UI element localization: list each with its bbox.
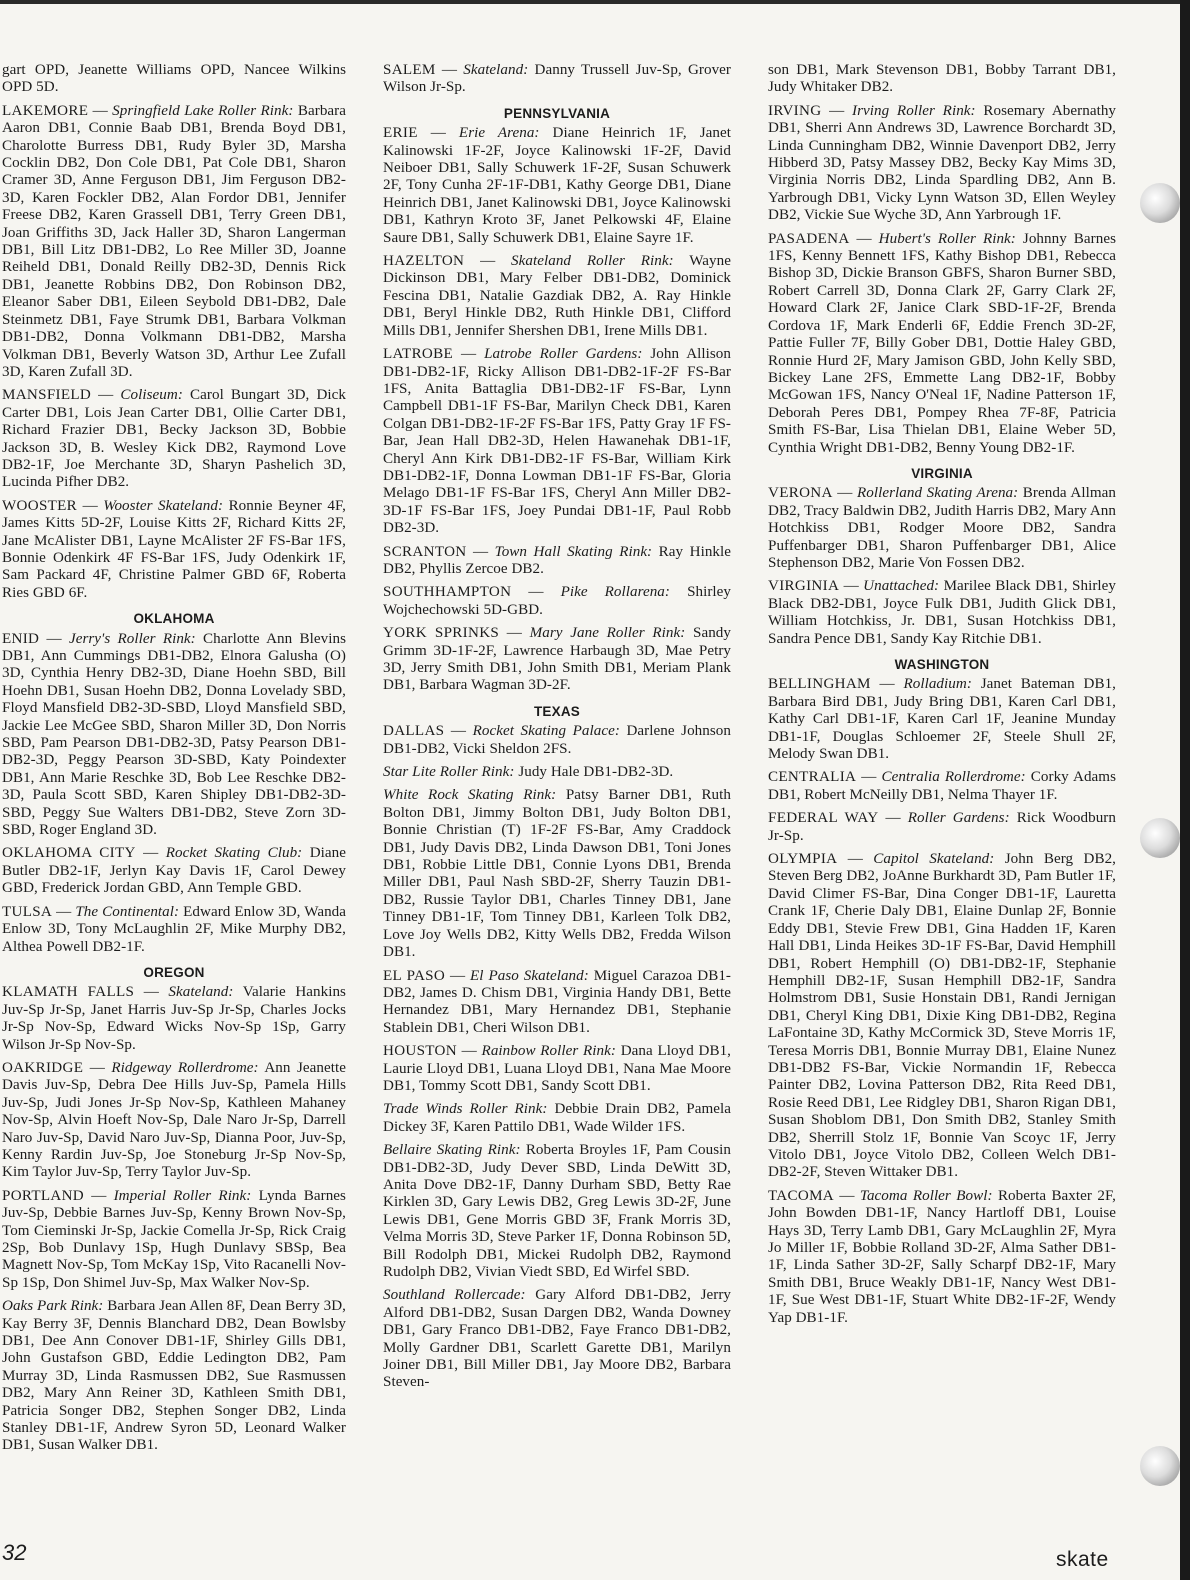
rink-listing: ERIE — Erie Arena: Diane Heinrich 1F, Janet Kalinowski 1F-2F, Joyce Kalinowski 1F-2F, David Neiboer DB1, Sally Schuwerk 1F-2F, Susan Schuwerk 2F, Tony Cunha 2F-1F-DB1, Kathy George DB1, Diane Heinrich DB1, Janet Kalinowski DB1, Joyce Kalinowski DB1, Kathryn Kroto 3F, Janet Pelkowski 4F, Elaine Saure DB1, Sally Schuwerk DB1, Elaine Sayre 1F. <box>383 125 732 246</box>
city-name: ENID <box>2 630 40 647</box>
skater-list: Carol Bungart 3D, Dick Carter DB1, Lois Jean Carter DB1, Ollie Carter DB1, Richard Frazier DB1, Becky Jackson 3D, Bobbie Jackson 3D, B. Wesley Kick DB2, Raymond Love DB2-1F, Joe Merchante 3D, Sharyn Pashelich 3D, Lucinda Pifher DB2. <box>2 387 346 491</box>
rink-name: Rocket Skating Club: <box>165 845 303 862</box>
rink-listing: KLAMATH FALLS — Skateland: Valarie Hankins Juv-Sp Jr-Sp, Janet Harris Juv-Sp Jr-Sp, Charles Jocks Jr-Sp Nov-Sp, Edward Wicks Nov-Sp 1Sp, Garry Wilson Jr-Sp Nov-Sp. <box>2 984 346 1053</box>
city-name: SCRANTON <box>383 543 467 560</box>
binder-hole-middle <box>1140 818 1180 858</box>
rink-listing: OLYMPIA — Capitol Skateland: John Berg DB2, Steven Berg DB2, JoAnne Burkhardt 3D, Pam Butler 1F, David Climer FS-Bar, Dina Conger DB1-1F, Lauretta Crank 1F, Cherie Daly DB1, Elaine Dunlap 2F, Bonnie Eddy DB1, Stevie Frew DB1, Gina Hadden 1F, Karen Hall DB1, Linda Heikes 3D-1F FS-Bar, David Hemphill DB1, Robert Hemphill (O) DB1-DB2-1F, Stephanie Hemphill DB2-1F, Susan Hemphill DB2-1F, Sandra Holmstrom DB1, Susie Honstain DB1, Randi Jernigan DB1, Cheryl King DB1, Dixie King DB1-DB2, Regina LaFontaine 3D, Kathy McCormick 3D, Steve Morris 1F, Teresa Morris DB1, Bonnie Murray DB1, Elaine Nunez DB1-DB2 FS-Bar, Vickie Normandin 1F, Rebecca Painter DB2, Lovina Patterson DB2, Rita Reed DB1, Rosie Reed DB1, Lee Ridgley DB1, Sharon Rigan DB1, Susan Shoblom DB1, Don Smith DB2, Stanley Smith DB2, Sherrill Stolz 1F, Bonnie Van Scoyc 1F, Jerry Vitolo DB1, Joyce Vitolo DB2, Colleen Welch DB1-DB2-2F, Steven Wittaker DB1. <box>768 851 1116 1181</box>
column-1 <box>2 62 346 1461</box>
skater-list: Roberta Broyles 1F, Pam Cousin DB1-DB2-3D, Judy Dever SBD, Linda DeWitt 3D, Anita Dove DB2-1F, Danny Durham SBD, Betty Rae Kirklen 3D, Gary Lewis DB2, Greg Lewis 3D-2F, June Lewis DB1, Gene Morris GBD 3F, Frank Morris 3D, Velma Morris 3D, Steve Parker 1F, Donna Robinson 5D, Bill Rodolph DB1, Mickei Rudolph DB2, Raymond Rudolph DB2, Vivian Viedt SBD, Ed Wirfel SBD. <box>383 1142 731 1280</box>
continued-listing <box>2 62 346 97</box>
city-name: WOOSTER <box>2 497 78 514</box>
skater-list: Roberta Baxter 2F, John Bowden DB1-1F, Nancy Hartloff DB1, Louise Hays 3D, Terry Lamb DB1, Gary McLaughlin 2F, Myra Jo Miller 1F, Bobbie Rolland 3D-2F, Alma Sather DB1-1F, Linda Sather 3D-2F, Sally Scharpf DB2-1F, Mary Smith DB1, Bruce Weakly DB1-1F, Nancy West DB1-1F, Sue West DB1-1F, Stuart White DB2-1F-2F, Wendy Yap DB1-1F. <box>768 1187 1117 1326</box>
city-name: VIRGINIA <box>768 578 840 595</box>
rink-name: Latrobe Roller Gardens: <box>484 346 643 363</box>
city-name: CENTRALIA <box>768 769 857 786</box>
rink-name: Oaks Park Rink: <box>2 1298 104 1315</box>
city-name: TULSA <box>2 903 53 920</box>
skater-list: Diane Heinrich 1F, Janet Kalinowski 1F-2F, Joyce Kalinowski 1F-2F, David Neiboer DB1, Sally Schuwerk 1F-2F, Susan Schuwerk 2F, Tony Cunha 2F-1F-DB1, Kathy George DB1, Diane Heinrich DB1, Janet Kalinowski DB1, Joyce Kalinowski DB1, Kathryn Kroto 3F, Janet Pelkowski 4F, Elaine Saure DB1, Sally Schuwerk DB1, Elaine Sayre 1F. <box>383 125 732 246</box>
rink-listing: OKLAHOMA CITY — Rocket Skating Club: Diane Butler DB2-1F, Jerlyn Kay Davis 1F, Carol Dewey GBD, Frederick Jordan GBD, Ann Temple GBD. <box>2 845 346 897</box>
city-name: OLYMPIA <box>768 851 838 868</box>
rink-listing: SALEM — Skateland: Danny Trussell Juv-Sp, Grover Wilson Jr-Sp. <box>383 62 732 96</box>
rink-name: Rocket Skating Palace: <box>472 723 620 740</box>
state-heading: TEXAS <box>533 703 580 719</box>
city-name: HAZELTON <box>383 253 465 270</box>
skater-list: Judy Hale DB1-DB2-3D. <box>518 764 674 781</box>
rink-name: Erie Arena: <box>458 125 540 142</box>
publication-name: skate <box>1056 1548 1109 1571</box>
rink-name: Jerry's Roller Rink: <box>68 630 196 647</box>
rink-listing: MANSFIELD — Coliseum: Carol Bungart 3D, Dick Carter DB1, Lois Jean Carter DB1, Ollie Carter DB1, Richard Frazier DB1, Becky Jackson 3D, Bobbie Jackson 3D, B. Wesley Kick DB2, Raymond Love DB2-1F, Joe Merchante 3D, Sharyn Pashelich 3D, Lucinda Pifher DB2. <box>2 387 346 491</box>
skater-list: Janet Bateman DB1, Barbara Bird DB1, Judy Bring DB1, Karen Carl DB1, Kathy Carl DB1-1F, Karen Carl 1F, Jeanine Munday DB1-1F, Douglas Schloemer 2F, Steele Shull 2F, Melody Swan DB1. <box>768 676 1116 763</box>
rink-name: The Continental: <box>75 903 180 920</box>
city-name: OAKRIDGE <box>2 1059 84 1076</box>
city-name: TACOMA <box>768 1187 834 1204</box>
skater-list: gart OPD, Jeanette Williams OPD, Nancee Wilkins OPD 5D. <box>2 62 346 96</box>
rink-name: Trade Winds Roller Rink: <box>383 1101 548 1118</box>
rink-listing: OAKRIDGE — Ridgeway Rollerdrome: Ann Jeanette Davis Juv-Sp, Debra Dee Hills Juv-Sp, Pamela Hills Juv-Sp, Judi Jones Jr-Sp Nov-Sp, Kathleen Mahaney Nov-Sp, Alvin Hoeft Nov-Sp, Dale Naro Jr-Sp, Darrell Naro Juv-Sp, David Naro Juv-Sp, Dianna Poor, Juv-Sp, Kenny Rardin Juv-Sp, Joe Stoneburg Jr-Sp Nov-Sp, Kim Taylor Juv-Sp, Terry Taylor Juv-Sp. <box>2 1059 346 1181</box>
rink-name: Hubert's Roller Rink: <box>878 230 1016 247</box>
city-name: PORTLAND <box>2 1187 84 1204</box>
rink-name: Imperial Roller Rink: <box>113 1187 252 1204</box>
skater-list: Shirley Wojchechowski 5D-GBD. <box>383 584 732 618</box>
skater-list: Diane Butler DB2-1F, Jerlyn Kay Davis 1F, Carol Dewey GBD, Frederick Jordan GBD, Ann Temple GBD. <box>2 845 346 897</box>
column-3 <box>768 62 1116 1333</box>
rink-name: Centralia Rollerdrome: <box>881 769 1026 786</box>
skater-list: Barbara Aaron DB1, Connie Baab DB1, Brenda Boyd DB1, Charolotte Burress DB1, Rudy Byler 3D, Marsha Cocklin DB2, Don Cole DB1, Pat Cole DB1, Sharon Cramer 3D, Anne Ferguson DB1, Jim Ferguson DB2-3D, Karen Fockler DB2, Alan Fordor DB1, Jennifer Freese DB2, Karen Grassell DB1, Terry Green DB1, Joan Griffiths 3D, Jack Haller 3D, Sharon Langerman DB1, Bill Litz DB1-DB2, Lo Ree Miller 3D, Joanne Reiheld DB1, Donald Reilly DB2-3D, Dennis Rick DB1, Jeanette Robbins DB2, Don Robinson DB2, Eleanor Saber DB1, Eileen Seybold DB1-DB2, Dale Steinmetz DB1, Faye Strumk DB1, Barbara Volkman DB1-DB2, Donna Volkmann DB1-DB2, Marsha Volkman DB1, Beverly Watson 3D, Arthur Lee Zufall 3D, Karen Zufall 3D. <box>2 102 346 380</box>
skater-list: Valarie Hankins Juv-Sp Jr-Sp, Janet Harris Juv-Sp Jr-Sp, Charles Jocks Jr-Sp Nov-Sp, Edward Wicks Nov-Sp 1Sp, Garry Wilson Jr-Sp Nov-Sp. <box>2 984 346 1053</box>
city-name: LAKEMORE <box>2 102 89 119</box>
city-name: VERONA <box>768 485 833 502</box>
rink-listing: HAZELTON — Skateland Roller Rink: Wayne Dickinson DB1, Mary Felber DB1-DB2, Dominick Fescina DB1, Natalie Gazdiak DB2, A. Ray Hinkle DB1, Beryl Hinkle DB2, Ruth Hinkle DB1, Clifford Mills DB1, Jennifer Shershen DB1, Irene Mills DB1. <box>383 253 731 339</box>
rink-listing: VERONA — Rollerland Skating Arena: Brenda Allman DB2, Tracy Baldwin DB2, Judith Harris DB2, Mary Ann Hotchkiss DB1, Rodger Moore DB2, Sandra Puffenbarger DB1, Sharon Puffenbarger DB1, Alice Stephenson DB2, Marie Von Fossen DB2. <box>768 485 1116 571</box>
skater-list: Charlotte Ann Blevins DB1, Ann Cummings DB1-DB2, Elnora Galusha (O) 3D, Cynthia Henry DB2-3D, Diane Hoehn SBD, Bill Hoehn DB1, Susan Hoehn DB2, Donna Lovelady SBD, Floyd Mansfield DB2-3D-SBD, Lloyd Mansfield SBD, Jackie Lee McGee SBD, Sharon Miller 3D, Don Norris SBD, Pam Pearson DB1-DB2-3D, Patsy Pearson DB1-DB2-3D, Peggy Pearson 3D-SBD, Katy Poindexter DB1, Ann Marie Reschke 3D, Bob Lee Reschke DB2-3D, Paula Scott SBD, Karen Shipley DB1-DB2-3D-SBD, Peggy Sue Walters DB1-DB2, Steve Zorn 3D-SBD, Roger England 3D. <box>2 630 346 839</box>
city-name: SALEM <box>383 62 436 78</box>
rink-name: Skateland Roller Rink: <box>511 253 674 270</box>
rink-listing <box>383 787 731 961</box>
rink-listing: FEDERAL WAY — Roller Gardens: Rick Woodburn Jr-Sp. <box>768 810 1116 844</box>
rink-name: Star Lite Roller Rink: <box>383 764 515 781</box>
rink-listing: CENTRALIA — Centralia Rollerdrome: Corky Adams DB1, Robert McNeilly DB1, Nelma Thayer 1F. <box>768 769 1117 803</box>
rink-listing: WOOSTER — Wooster Skateland: Ronnie Beyner 4F, James Kitts 5D-2F, Louise Kitts 2F, Richard Kitts 2F, Jane McAlister DB1, Layne McAlister 2F FS-Bar 1FS, Bonnie Odenkirk 4F FS-Bar 1FS, Judy Odenkirk 1F, Sam Packard 4F, Christine Palmer GBD 6F, Roberta Ries GBD 6F. <box>2 497 347 601</box>
city-name: OKLAHOMA CITY <box>2 845 136 862</box>
skater-list: Wayne Dickinson DB1, Mary Felber DB1-DB2, Dominick Fescina DB1, Natalie Gazdiak DB2, A. Ray Hinkle DB1, Beryl Hinkle DB2, Ruth Hinkle DB1, Clifford Mills DB1, Jennifer Shershen DB1, Irene Mills DB1. <box>383 253 731 339</box>
skater-list: Ann Jeanette Davis Juv-Sp, Debra Dee Hills Juv-Sp, Pamela Hills Juv-Sp, Judi Jones Jr-Sp Nov-Sp, Kathleen Mahaney Nov-Sp, Alvin Hoeft Nov-Sp, Dale Naro Jr-Sp, Darrell Naro Juv-Sp, David Naro Juv-Sp, Dianna Poor, Juv-Sp, Kenny Rardin Juv-Sp, Joe Stoneburg Jr-Sp Nov-Sp, Kim Taylor Juv-Sp, Terry Taylor Juv-Sp. <box>2 1059 346 1181</box>
continued-listing <box>768 62 1116 97</box>
rink-name: Capitol Skateland: <box>873 851 995 868</box>
skater-list: Sandy Grimm 3D-1F-2F, Lawrence Harbaugh 3D, Mae Petry 3D, Jerry Smith DB1, John Smith DB1, Meriam Plank DB1, Barbara Wagman 3D-2F. <box>383 625 731 694</box>
skater-list: Edward Enlow 3D, Wanda Enlow 3D, Tony McLaughlin 2F, Mike Murphy DB2, Althea Powell DB2-1F. <box>2 903 347 955</box>
city-name: HOUSTON <box>383 1043 457 1060</box>
rink-name: Irving Roller Rink: <box>852 102 976 119</box>
rink-name: Bellaire Skating Rink: <box>383 1142 521 1159</box>
skater-list: Barbara Jean Allen 8F, Dean Berry 3D, Kay Berry 3F, Dennis Blanchard DB2, Dean Bowlsby DB1, Dee Ann Conover DB1-1F, Shirley Gills DB1, John Gustafson GBD, Eddie Ledington DB2, Pam Murray 3D, Linda Rasmussen DB2, Sue Rasmussen DB2, Mary Ann Reiner 3D, Kathleen Smith DB1, Patricia Songer DB2, Stephen Songer DB2, Linda Stanley DB1-1F, Andrew Syron 5D, Leonard Walker DB1, Susan Walker DB1. <box>2 1298 347 1454</box>
rink-listing: TACOMA — Tacoma Roller Bowl: Roberta Baxter 2F, John Bowden DB1-1F, Nancy Hartloff DB1, Louise Hays 3D, Terry Lamb DB1, Gary McLaughlin 2F, Myra Jo Miller 1F, Bobbie Rolland 3D-2F, Alma Sather DB1-1F, Linda Sather 3D-2F, Sally Scharpf DB2-1F, Mary Smith DB1, Bruce Weakly DB1-1F, Nancy West DB1-1F, Sue West DB1-1F, Stuart White DB2-1F-2F, Wendy Yap DB1-1F. <box>768 1187 1117 1326</box>
state-heading: VIRGINIA <box>911 465 973 481</box>
city-name: ERIE <box>383 125 418 142</box>
rink-listing: LATROBE — Latrobe Roller Gardens: John Allison DB1-DB2-1F, Ricky Allison DB1-DB2-1F-2F FS-Bar 1FS, Anita Battaglia DB1-DB2-1F FS-Bar, Lynn Campbell DB1-1F FS-Bar, Marilyn Check DB1, Karen Colgan DB1-DB2-1F-2F FS-Bar 1FS, Patty Gray 1F FS-Bar, Jean Hall DB2-3D, Helen Hawanehak DB1-1F, Cheryl Ann Kirk DB1-DB2-1F FS-Bar, William Kirk DB1-DB2-1F, Donna Lowman DB1-1F FS-Bar, Gloria Melago DB1-1F FS-Bar 1FS, Cheryl Ann Miller DB2-3D-1F FS-Bar 1FS, Joey Pundai DB1-1F, Paul Robb DB2-3D. <box>383 346 731 537</box>
rink-name: Pike Rollarena: <box>560 584 670 601</box>
rink-listing: ENID — Jerry's Roller Rink: Charlotte Ann Blevins DB1, Ann Cummings DB1-DB2, Elnora Galusha (O) 3D, Cynthia Henry DB2-3D, Diane Hoehn SBD, Bill Hoehn DB1, Susan Hoehn DB2, Donna Lovelady SBD, Floyd Mansfield DB2-3D-SBD, Lloyd Mansfield SBD, Jackie Lee McGee SBD, Sharon Miller 3D, Don Norris SBD, Pam Pearson DB1-DB2-3D, Patsy Pearson DB1-DB2-3D, Peggy Pearson 3D-SBD, Katy Poindexter DB1, Ann Marie Reschke 3D, Bob Lee Reschke DB2-3D, Paula Scott SBD, Karen Shipley DB1-DB2-3D-SBD, Peggy Sue Walters DB1-DB2, Steve Zorn 3D-SBD, Roger England 3D. <box>2 630 346 839</box>
rink-name: El Paso Skateland: <box>470 967 589 984</box>
city-name: KLAMATH FALLS <box>2 984 135 1001</box>
skater-list: John Allison DB1-DB2-1F, Ricky Allison DB1-DB2-1F-2F FS-Bar 1FS, Anita Battaglia DB1-DB2-1F FS-Bar, Lynn Campbell DB1-1F FS-Bar, Marilyn Check DB1, Karen Colgan DB1-DB2-1F-2F FS-Bar 1FS, Patty Gray 1F FS-Bar, Jean Hall DB2-3D, Helen Hawanehak DB1-1F, Cheryl Ann Kirk DB1-DB2-1F FS-Bar, William Kirk DB1-DB2-1F, Donna Lowman DB1-1F FS-Bar, Gloria Melago DB1-1F FS-Bar 1FS, Cheryl Ann Miller DB2-3D-1F FS-Bar 1FS, Joey Pundai DB1-1F, Paul Robb DB2-3D. <box>383 346 731 537</box>
skater-list: Rosemary Abernathy DB1, Sherri Ann Andrews 3D, Lawrence Borchardt 3D, Linda Cunningham DB2, Winnie Davenport DB2, Jerry Hibberd 3D, Patsy Massey DB2, Becky Kay Mims 3D, Virginia Norris DB2, Linda Spardling DB2, Ann B. Yarbrough DB1, Vicky Lynn Watson 3D, Ellen Weyley DB2, Vickie Sue Wyche 3D, Ann Yarbrough 1F. <box>768 102 1117 224</box>
rink-name: Rainbow Roller Rink: <box>481 1043 616 1060</box>
rink-name: Ridgeway Rollerdrome: <box>111 1059 259 1076</box>
binder-hole-bottom <box>1140 1446 1180 1486</box>
city-name: YORK SPRINKS <box>383 625 500 642</box>
skater-list: Dana Lloyd DB1, Laurie Lloyd DB1, Luana Lloyd DB1, Nana Mae Moore DB1, Tommy Scott DB1, Sandy Scott DB1. <box>383 1043 731 1094</box>
skater-list: Ray Hinkle DB2, Phyllis Zercoe DB2. <box>383 543 732 577</box>
state-heading: OKLAHOMA <box>133 611 215 627</box>
rink-name: Town Hall Skating Rink: <box>494 543 653 560</box>
skater-list: Patsy Barner DB1, Ruth Bolton DB1, Jimmy Bolton DB1, Judy Bolton DB1, Bonnie Christian (T) 1F-2F FS-Bar, Amy Craddock DB1, Judy Davis DB2, Linda Dawson DB1, Toni Jones DB1, Robbie Little DB1, Connie Lyons DB1, Brenda Miller DB1, Paul Nash SBD-2F, Sherry Tauzin DB1-DB2, Russie Taylor DB1, Charles Tinney DB1, Jane Tinney DB1-1F, Tom Tinney DB1, Karleen Tolk DB2, Love Joy Wells DB2, Kitty Wells DB2, Fredda Wilson DB1. <box>383 787 731 961</box>
rink-listing: SOUTHHAMPTON — Pike Rollarena: Shirley Wojchechowski 5D-GBD. <box>383 584 732 618</box>
skater-list: Debbie Drain DB2, Pamela Dickey 3F, Karen Pattilo DB1, Wade Wilder 1FS. <box>383 1101 732 1135</box>
rink-name: Tacoma Roller Bowl: <box>859 1187 993 1204</box>
skater-list: son DB1, Mark Stevenson DB1, Bobby Tarrant DB1, Judy Whitaker DB2. <box>768 62 1116 96</box>
skater-list: Johnny Barnes 1FS, Kenny Bennett 1FS, Kathy Bishop DB1, Rebecca Bishop 3D, Dickie Branson GBFS, Sharon Burner SBD, Robert Carrell 3D, Donna Clark 2F, Garry Clark 2F, Howard Clark 2F, Janice Clark SBD-1F-2F, Brenda Cordova 1F, Mark Enderli 6F, Eddie French 3D-2F, Pattie Fuller 7F, Billy Gober DB1, Dottie Haley GBD, Ronnie Hurd 2F, Mary Jamison GBD, John Kelly SBD, Bickey Lane 2FS, Emmette Lang DB2-1F, Bobby McGowan 1FS, Nancy O'Neal 1F, Nadine Patterson 1F, Deborah Peres DB1, Pompey Rhea 7F-8F, Patricia Smith FS-Bar, Lisa Thielan DB1, Elaine Weber 5D, Cynthia Wright DB1-DB2, Benny Young DB2-1F. <box>768 230 1117 456</box>
rink-name: Springfield Lake Roller Rink: <box>112 102 294 119</box>
state-heading: WASHINGTON <box>894 657 990 672</box>
rink-name: White Rock Skating Rink: <box>383 787 557 804</box>
rink-listing: YORK SPRINKS — Mary Jane Roller Rink: Sandy Grimm 3D-1F-2F, Lawrence Harbaugh 3D, Mae Petry 3D, Jerry Smith DB1, John Smith DB1, Meriam Plank DB1, Barbara Wagman 3D-2F. <box>383 625 731 694</box>
skater-list: Marilee Black DB1, Shirley Black DB2-DB1, Joyce Fulk DB1, Judith Glick DB1, William Hotchkiss, Jr. DB1, Susan Hotchkiss DB1, Sandra Pence DB1, Sandy Kay Ritchie DB1. <box>768 578 1116 647</box>
city-name: BELLINGHAM <box>768 676 871 693</box>
rink-name: Southland Rollercade: <box>383 1287 526 1304</box>
rink-name: Rolladium: <box>903 676 972 693</box>
rink-name: Roller Gardens: <box>907 810 1010 827</box>
rink-name: Mary Jane Roller Rink: <box>529 625 686 642</box>
rink-listing: DALLAS — Rocket Skating Palace: Darlene Johnson DB1-DB2, Vicki Sheldon 2FS. <box>383 723 731 757</box>
rink-listing: TULSA — The Continental: Edward Enlow 3D, Wanda Enlow 3D, Tony McLaughlin 2F, Mike Murphy DB2, Althea Powell DB2-1F. <box>2 903 347 955</box>
rink-listing: LAKEMORE — Springfield Lake Roller Rink: Barbara Aaron DB1, Connie Baab DB1, Brenda Boyd DB1, Charolotte Burress DB1, Rudy Byler 3D, Marsha Cocklin DB2, Don Cole DB1, Pat Cole DB1, Sharon Cramer 3D, Anne Ferguson DB1, Jim Ferguson DB2-3D, Karen Fockler DB2, Alan Fordor DB1, Jennifer Freese DB2, Karen Grassell DB1, Terry Green DB1, Joan Griffiths 3D, Jack Haller 3D, Sharon Langerman DB1, Bill Litz DB1-DB2, Lo Ree Miller 3D, Joanne Reiheld DB1, Donald Reilly DB2-3D, Dennis Rick DB1, Jeanette Robbins DB2, Don Robinson DB2, Eleanor Saber DB1, Eileen Seybold DB1-DB2, Dale Steinmetz DB1, Faye Strumk DB1, Barbara Volkman DB1-DB2, Donna Volkmann DB1-DB2, Marsha Volkman DB1, Beverly Watson 3D, Arthur Lee Zufall 3D, Karen Zufall 3D. <box>2 102 346 380</box>
skater-list: Miguel Carazoa DB1-DB2, James D. Chism DB1, Virginia Handy DB1, Bette Hernandez DB1, Mary Hernandez DB1, Stephanie Stablein DB1, Cheri Wilson DB1. <box>383 967 731 1036</box>
skater-list: Ronnie Beyner 4F, James Kitts 5D-2F, Louise Kitts 2F, Richard Kitts 2F, Jane McAlister DB1, Layne McAlister 2F FS-Bar 1FS, Bonnie Odenkirk 4F FS-Bar 1FS, Judy Odenkirk 1F, Sam Packard 4F, Christine Palmer GBD 6F, Roberta Ries GBD 6F. <box>2 497 347 601</box>
page-right-edge <box>1180 0 1190 1580</box>
rink-name: Coliseum: <box>120 387 183 404</box>
city-name: PASADENA <box>768 230 850 247</box>
rink-listing: VIRGINIA — Unattached: Marilee Black DB1, Shirley Black DB2-DB1, Joyce Fulk DB1, Judith Glick DB1, William Hotchkiss, Jr. DB1, Susan Hotchkiss DB1, Sandra Pence DB1, Sandy Kay Ritchie DB1. <box>768 578 1116 647</box>
city-name: LATROBE <box>383 346 454 363</box>
skater-list: Gary Alford DB1-DB2, Jerry Alford DB1-DB2, Susan Dargen DB2, Wanda Downey DB1, Gary Franco DB1-DB2, Faye Franco DB1-DB2, Molly Gardner DB1, Scarlett Garette DB1, Marilyn Joiner DB1, Bill Miller DB1, Jay Moore DB2, Barbara Steven- <box>383 1287 731 1391</box>
city-name: DALLAS <box>383 723 445 740</box>
rink-listing <box>383 1101 731 1136</box>
rink-listing <box>383 1142 731 1281</box>
city-name: SOUTHHAMPTON <box>383 584 512 601</box>
rink-listing: HOUSTON — Rainbow Roller Rink: Dana Lloyd DB1, Laurie Lloyd DB1, Luana Lloyd DB1, Nana Mae Moore DB1, Tommy Scott DB1, Sandy Scott DB1. <box>383 1043 731 1094</box>
rink-listing: EL PASO — El Paso Skateland: Miguel Carazoa DB1-DB2, James D. Chism DB1, Virginia Handy DB1, Bette Hernandez DB1, Mary Hernandez DB1, Stephanie Stablein DB1, Cheri Wilson DB1. <box>383 967 731 1036</box>
skater-list: Corky Adams DB1, Robert McNeilly DB1, Nelma Thayer 1F. <box>768 769 1117 803</box>
skater-list: Brenda Allman DB2, Tracy Baldwin DB2, Judith Harris DB2, Mary Ann Hotchkiss DB1, Rodger Moore DB2, Sandra Puffenbarger DB1, Sharon Puffenbarger DB1, Alice Stephenson DB2, Marie Von Fossen DB2. <box>768 485 1116 571</box>
city-name: EL PASO <box>383 967 446 984</box>
rink-listing: IRVING — Irving Roller Rink: Rosemary Abernathy DB1, Sherri Ann Andrews 3D, Lawrence Borchardt 3D, Linda Cunningham DB2, Winnie Davenport DB2, Jerry Hibberd 3D, Patsy Massey DB2, Becky Kay Mims 3D, Virginia Norris DB2, Linda Spardling DB2, Ann B. Yarbrough DB1, Vicky Lynn Watson 3D, Ellen Weyley DB2, Vickie Sue Wyche 3D, Ann Yarbrough 1F. <box>768 102 1117 224</box>
rink-name: Wooster Skateland: <box>103 497 224 514</box>
skater-list: Darlene Johnson DB1-DB2, Vicki Sheldon 2FS. <box>383 723 731 757</box>
city-name: IRVING <box>768 102 822 119</box>
rink-listing <box>383 764 731 781</box>
skater-list: John Berg DB2, Steven Berg DB2, JoAnne Burkhardt 3D, Pam Butler 1F, David Climer FS-Bar, Dina Conger DB1-1F, Lauretta Crank 1F, Cherie Daly DB1, Elaine Dunlap 2F, Bonnie Eddy DB1, Stevie Frew DB1, Gina Hadden 1F, Karen Hall DB1, Linda Heikes 3D-1F FS-Bar, David Hemphill DB1, Robert Hemphill (O) DB1-DB2-1F, Stephanie Hemphill DB2-1F, Susan Hemphill DB2-1F, Sandra Holmstrom DB1, Susie Honstain DB1, Randi Jernigan DB1, Cheryl King DB1, Dixie King DB1-DB2, Regina LaFontaine 3D, Kathy McCormick 3D, Steve Morris 1F, Teresa Morris DB1, Bonnie Murray DB1, Elaine Nunez DB1-DB2 FS-Bar, Vickie Normandin 1F, Rebecca Painter DB2, Lovina Patterson DB2, Rita Reed DB1, Rosie Reed DB1, Lee Ridgley DB1, Sharon Rigan DB1, Susan Shoblom DB1, Don Smith DB2, Stanley Smith DB2, Sherrill Stolz 1F, Bonnie Van Scoyc 1F, Jerry Vitolo DB1, Joyce Vitolo DB2, Colleen Welch DB1-DB2-2F, Steven Wittaker DB1. <box>768 851 1116 1181</box>
rink-name: Rollerland Skating Arena: <box>857 485 1019 502</box>
rink-name: Skateland: <box>463 62 529 78</box>
rink-listing: SCRANTON — Town Hall Skating Rink: Ray Hinkle DB2, Phyllis Zercoe DB2. <box>383 543 732 577</box>
rink-name: Unattached: <box>863 578 940 595</box>
rink-name: Skateland: <box>168 984 234 1001</box>
page-number: 32 <box>2 1540 27 1565</box>
rink-listing: PASADENA — Hubert's Roller Rink: Johnny Barnes 1FS, Kenny Bennett 1FS, Kathy Bishop DB1, Rebecca Bishop 3D, Dickie Branson GBFS, Sharon Burner SBD, Robert Carrell 3D, Donna Clark 2F, Garry Clark 2F, Howard Clark 2F, Janice Clark SBD-1F-2F, Brenda Cordova 1F, Mark Enderli 6F, Eddie French 3D-2F, Pattie Fuller 7F, Billy Gober DB1, Dottie Haley GBD, Ronnie Hurd 2F, Mary Jamison GBD, John Kelly SBD, Bickey Lane 2FS, Emmette Lang DB2-1F, Bobby McGowan 1FS, Nancy O'Neal 1F, Nadine Patterson 1F, Deborah Peres DB1, Pompey Rhea 7F-8F, Patricia Smith FS-Bar, Lisa Thielan DB1, Elaine Weber 5D, Cynthia Wright DB1-DB2, Benny Young DB2-1F. <box>768 230 1117 456</box>
skater-list: Rick Woodburn Jr-Sp. <box>768 810 1116 844</box>
city-name: MANSFIELD <box>2 387 92 404</box>
rink-listing <box>383 1287 731 1391</box>
skater-list: Danny Trussell Juv-Sp, Grover Wilson Jr-Sp. <box>383 62 732 96</box>
state-heading: PENNSYLVANIA <box>503 105 611 121</box>
city-name: FEDERAL WAY <box>768 810 879 827</box>
rink-listing: BELLINGHAM — Rolladium: Janet Bateman DB1, Barbara Bird DB1, Judy Bring DB1, Karen Carl DB1, Kathy Carl DB1-1F, Karen Carl 1F, Jeanine Munday DB1-1F, Douglas Schloemer 2F, Steele Shull 2F, Melody Swan DB1. <box>768 676 1116 763</box>
skater-list: Lynda Barnes Juv-Sp, Debbie Barnes Juv-Sp, Kenny Brown Nov-Sp, Tom Cieminski Jr-Sp, Jackie Comella Jr-Sp, Rick Craig 2Sp, Bob Dunlavy 1Sp, Hugh Dunlavy SBSp, Bea Magnett Nov-Sp, Tom McKay 1Sp, Vito Racanelli Nov-Sp 1Sp, Don Shimel Juv-Sp, Max Walker Nov-Sp. <box>2 1187 346 1291</box>
column-2 <box>383 62 731 1398</box>
state-heading: OREGON <box>143 964 205 980</box>
page-top-edge <box>0 0 1190 4</box>
rink-listing: PORTLAND — Imperial Roller Rink: Lynda Barnes Juv-Sp, Debbie Barnes Juv-Sp, Kenny Brown Nov-Sp, Tom Cieminski Jr-Sp, Jackie Comella Jr-Sp, Rick Craig 2Sp, Bob Dunlavy 1Sp, Hugh Dunlavy SBSp, Bea Magnett Nov-Sp, Tom McKay 1Sp, Vito Racanelli Nov-Sp 1Sp, Don Shimel Juv-Sp, Max Walker Nov-Sp. <box>2 1187 346 1291</box>
binder-hole-top <box>1140 183 1180 223</box>
rink-listing <box>2 1298 346 1455</box>
